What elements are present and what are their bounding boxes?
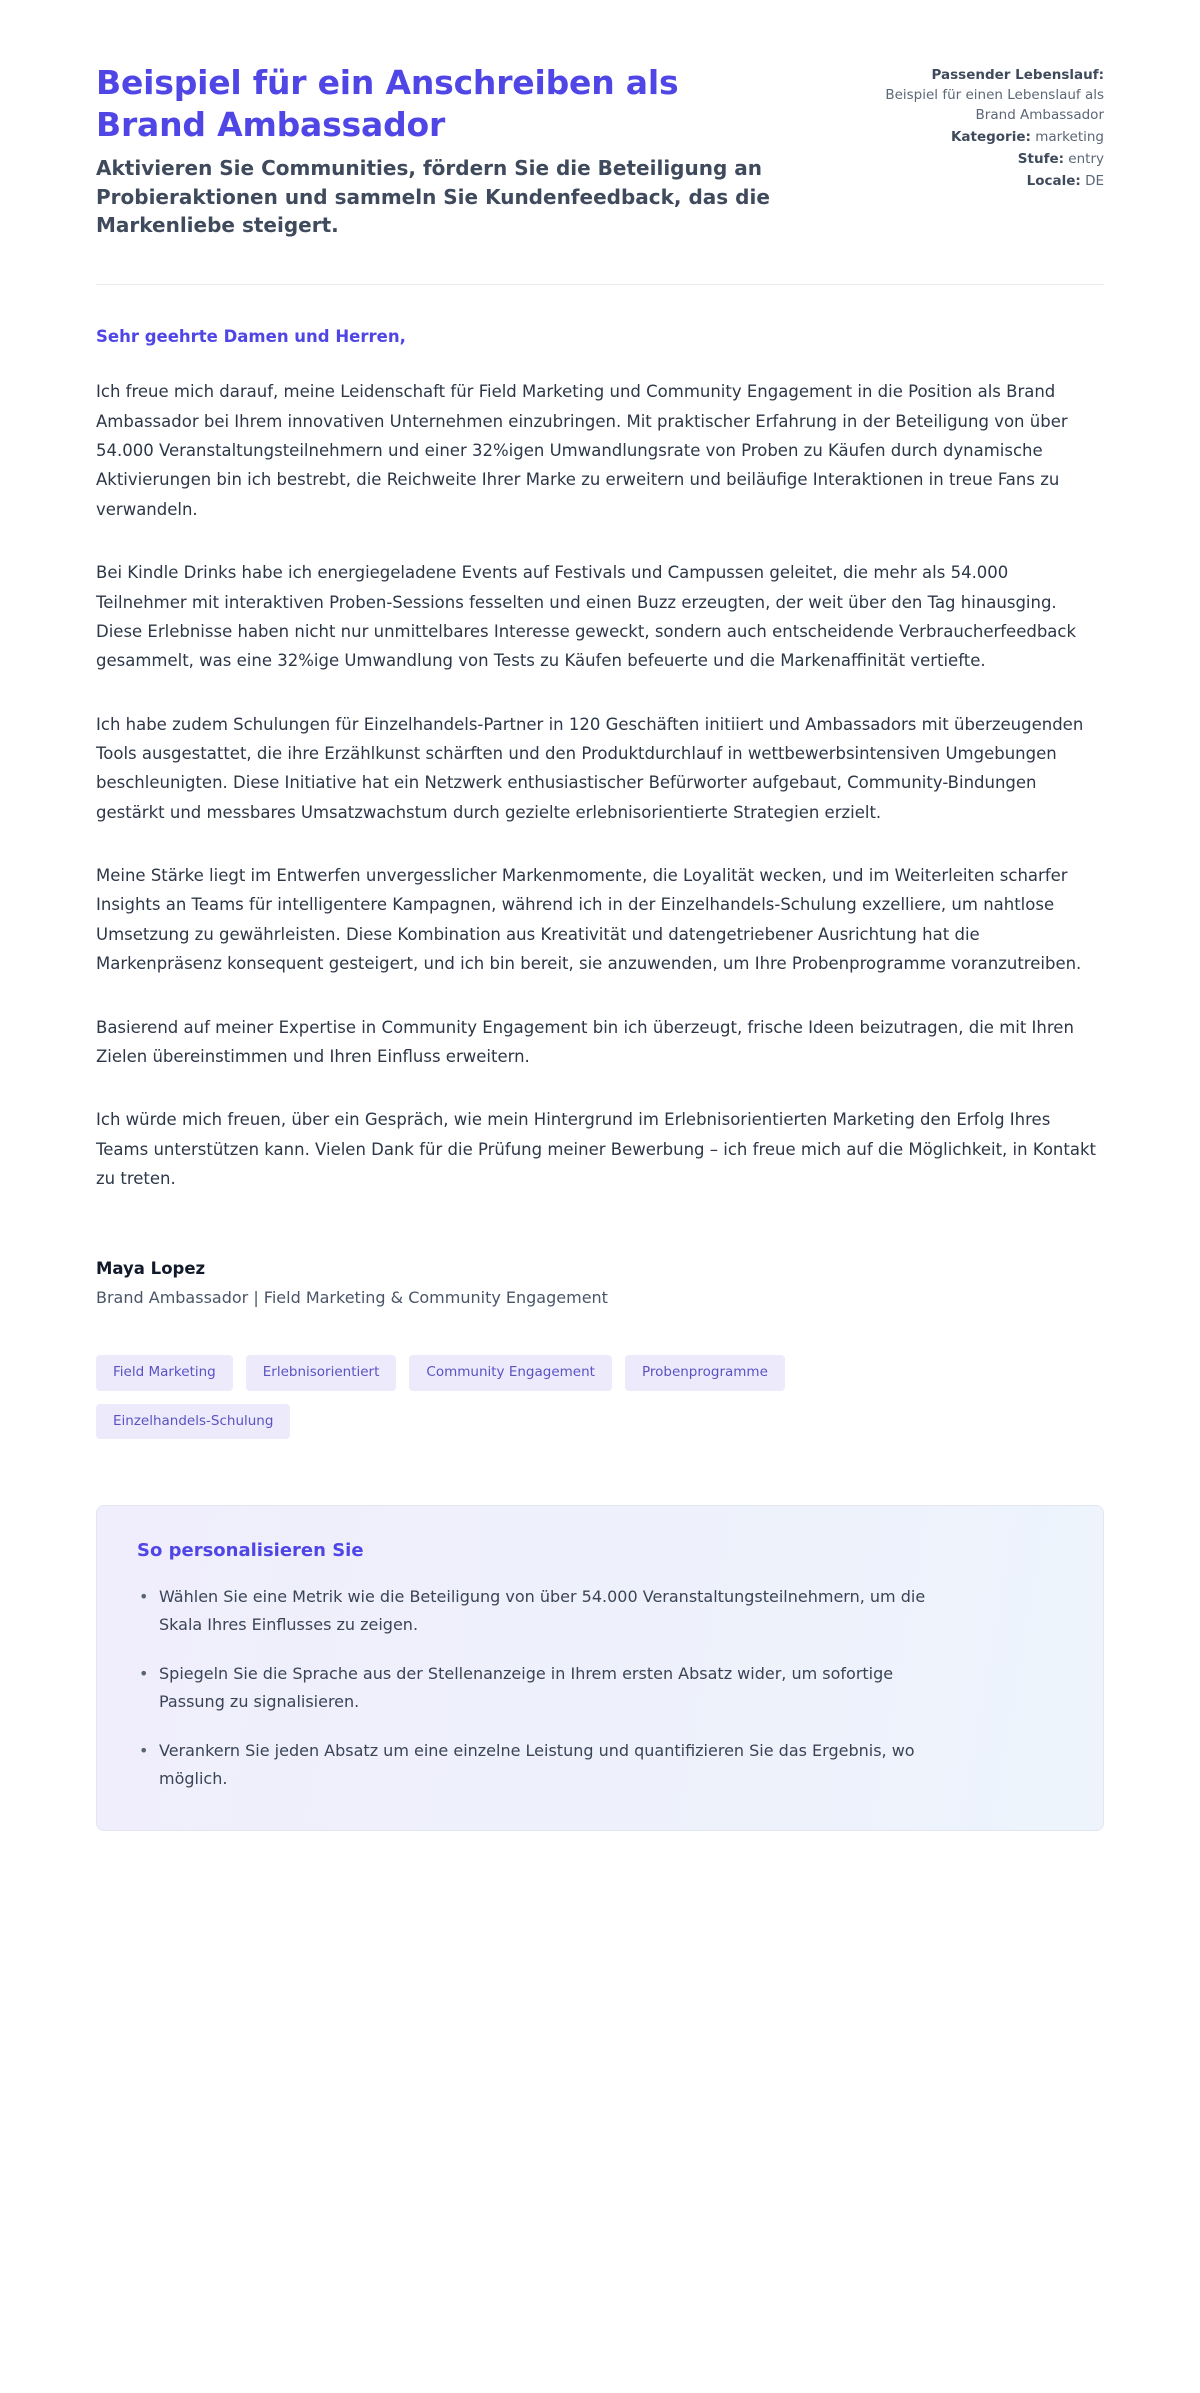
header-title-block (96, 62, 796, 240)
letter-paragraph: Basierend auf meiner Expertise in Community Engagement bin ich überzeugt, frische Ideen beizutragen, die mit Ihren Zielen übereinstimmen und Ihren Einfluss erweitern. (96, 1017, 1074, 1066)
bullet-icon: • (139, 1587, 149, 1607)
meta-value-level: entry (1068, 150, 1104, 167)
meta-row-category (872, 128, 1104, 148)
personalization-callout (96, 1505, 1104, 1831)
letter-paragraph: Ich habe zudem Schulungen für Einzelhandels-Partner in 120 Geschäften initiiert und Ambassadors mit überzeugenden Tools ausgestattet, die ihre Erzählkunst schärften und den Produktdurchlauf in wettbewerbsintensiven Umgebungen beschleunigten. Diese Initiative hat ein Netzwerk enthusiastischer Befürworter aufgebaut, Community-Bindungen gestärkt und messbares Umsatzwachstum durch gezielte erlebnisorientierte Strategien erzielt. (96, 714, 1084, 822)
letter-paragraph: Ich freue mich darauf, meine Leidenschaft für Field Marketing und Community Engagement in die Position als Brand Ambassador bei Ihrem innovativen Unternehmen einzubringen. Mit praktischer Erfahrung in der Beteiligung von über 54.000 Veranstaltungsteilnehmern und einer 32%igen Umwandlungsrate von Proben zu Käufen durch dynamische Aktivierungen bin ich bestrebt, die Reichweite Ihrer Marke zu erweitern und beiläufige Interaktionen in treue Fans zu verwandeln. (96, 382, 1068, 519)
header-meta-block (872, 62, 1104, 194)
meta-value-category: marketing (1035, 128, 1104, 145)
callout-tip-item (137, 1660, 959, 1715)
meta-row-resume (872, 66, 1104, 126)
callout-tip-text: Verankern Sie jeden Absatz um eine einzelne Leistung und quantifizieren Sie das Ergebnis, wo möglich. (159, 1741, 915, 1788)
meta-row-level (872, 150, 1104, 170)
letter-paragraph: Meine Stärke liegt im Entwerfen unvergesslicher Markenmomente, die Loyalität wecken, und im Weiterleiten scharfer Insights an Teams für intelligentere Kampagnen, während ich in der Einzelhandels-Schulung exzelliere, um nahtlose Umsetzung zu gewährleisten. Diese Kombination aus Kreativität und datengetriebener Ausrichtung hat die Markenpräsenz konsequent gesteigert, und ich bin bereit, sie anzuwenden, um Ihre Probenprogramme voranzutreiben. (96, 866, 1082, 974)
callout-title: So personalisieren Sie (137, 1540, 364, 1562)
meta-label-resume: Passender Lebenslauf: (931, 67, 1104, 83)
meta-label-locale: Locale: (1026, 172, 1081, 189)
tag-chip[interactable]: Erlebnisorientiert (246, 1355, 397, 1391)
signature-role: Brand Ambassador | Field Marketing & Community Engagement (96, 1288, 608, 1308)
letter-paragraph: Ich würde mich freuen, über ein Gespräch, wie mein Hintergrund im Erlebnisorientierten Marketing den Erfolg Ihres Teams unterstützen kann. Vielen Dank für die Prüfung meiner Bewerbung – ich freue mich auf die Möglichkeit, in Kontakt zu treten. (96, 1110, 1096, 1188)
callout-tip-list (137, 1583, 1063, 1792)
meta-value-resume[interactable]: Beispiel für einen Lebenslauf als Brand Ambassador (885, 86, 1104, 123)
letter-salutation: Sehr geehrte Damen und Herren, (96, 326, 406, 346)
callout-tip-text: Spiegeln Sie die Sprache aus der Stellenanzeige in Ihrem ersten Absatz wider, um sofortige Passung zu signalisieren. (159, 1664, 894, 1711)
tag-chip[interactable]: Field Marketing (96, 1355, 233, 1391)
letter-paragraph: Bei Kindle Drinks habe ich energiegeladene Events auf Festivals und Campussen geleitet, die mehr als 54.000 Teilnehmer mit interaktiven Proben-Sessions fesselten und einen Buzz erzeugten, der weit über den Tag hinausging. Diese Erlebnisse haben nicht nur unmittelbares Interesse geweckt, sondern auch entscheidende Verbraucherfeedback gesammelt, was eine 32%ige Umwandlung von Tests zu Käufen befeuerte und die Markenaffinität vertiefte. (96, 563, 1077, 671)
meta-value-locale: DE (1085, 172, 1104, 189)
page-subtitle: Aktivieren Sie Communities, fördern Sie die Beteiligung an Probieraktionen und sammeln Sie Kundenfeedback, das die Markenliebe steigert. (96, 156, 770, 238)
bullet-icon: • (139, 1664, 149, 1684)
meta-label-category: Kategorie: (950, 128, 1031, 145)
tag-chip[interactable]: Einzelhandels-Schulung (96, 1404, 290, 1440)
callout-tip-text: Wählen Sie eine Metrik wie die Beteiligung von über 54.000 Veranstaltungsteilnehmern, um die Skala Ihres Einflusses zu zeigen. (159, 1587, 926, 1634)
tag-chip[interactable]: Probenprogramme (625, 1355, 785, 1391)
tag-chip[interactable]: Community Engagement (409, 1355, 612, 1391)
signature-name: Maya Lopez (96, 1259, 206, 1279)
page-title: Beispiel für ein Anschreiben als Brand Ambassador (96, 63, 679, 145)
letter-body (96, 285, 1104, 1194)
callout-tip-item (137, 1583, 959, 1638)
meta-row-locale (872, 172, 1104, 192)
signature-block (96, 1259, 1104, 1307)
callout-tip-item (137, 1737, 959, 1792)
meta-label-level: Stufe: (1017, 150, 1064, 167)
tag-list (96, 1355, 936, 1439)
bullet-icon: • (139, 1741, 149, 1761)
page-header (96, 40, 1104, 240)
